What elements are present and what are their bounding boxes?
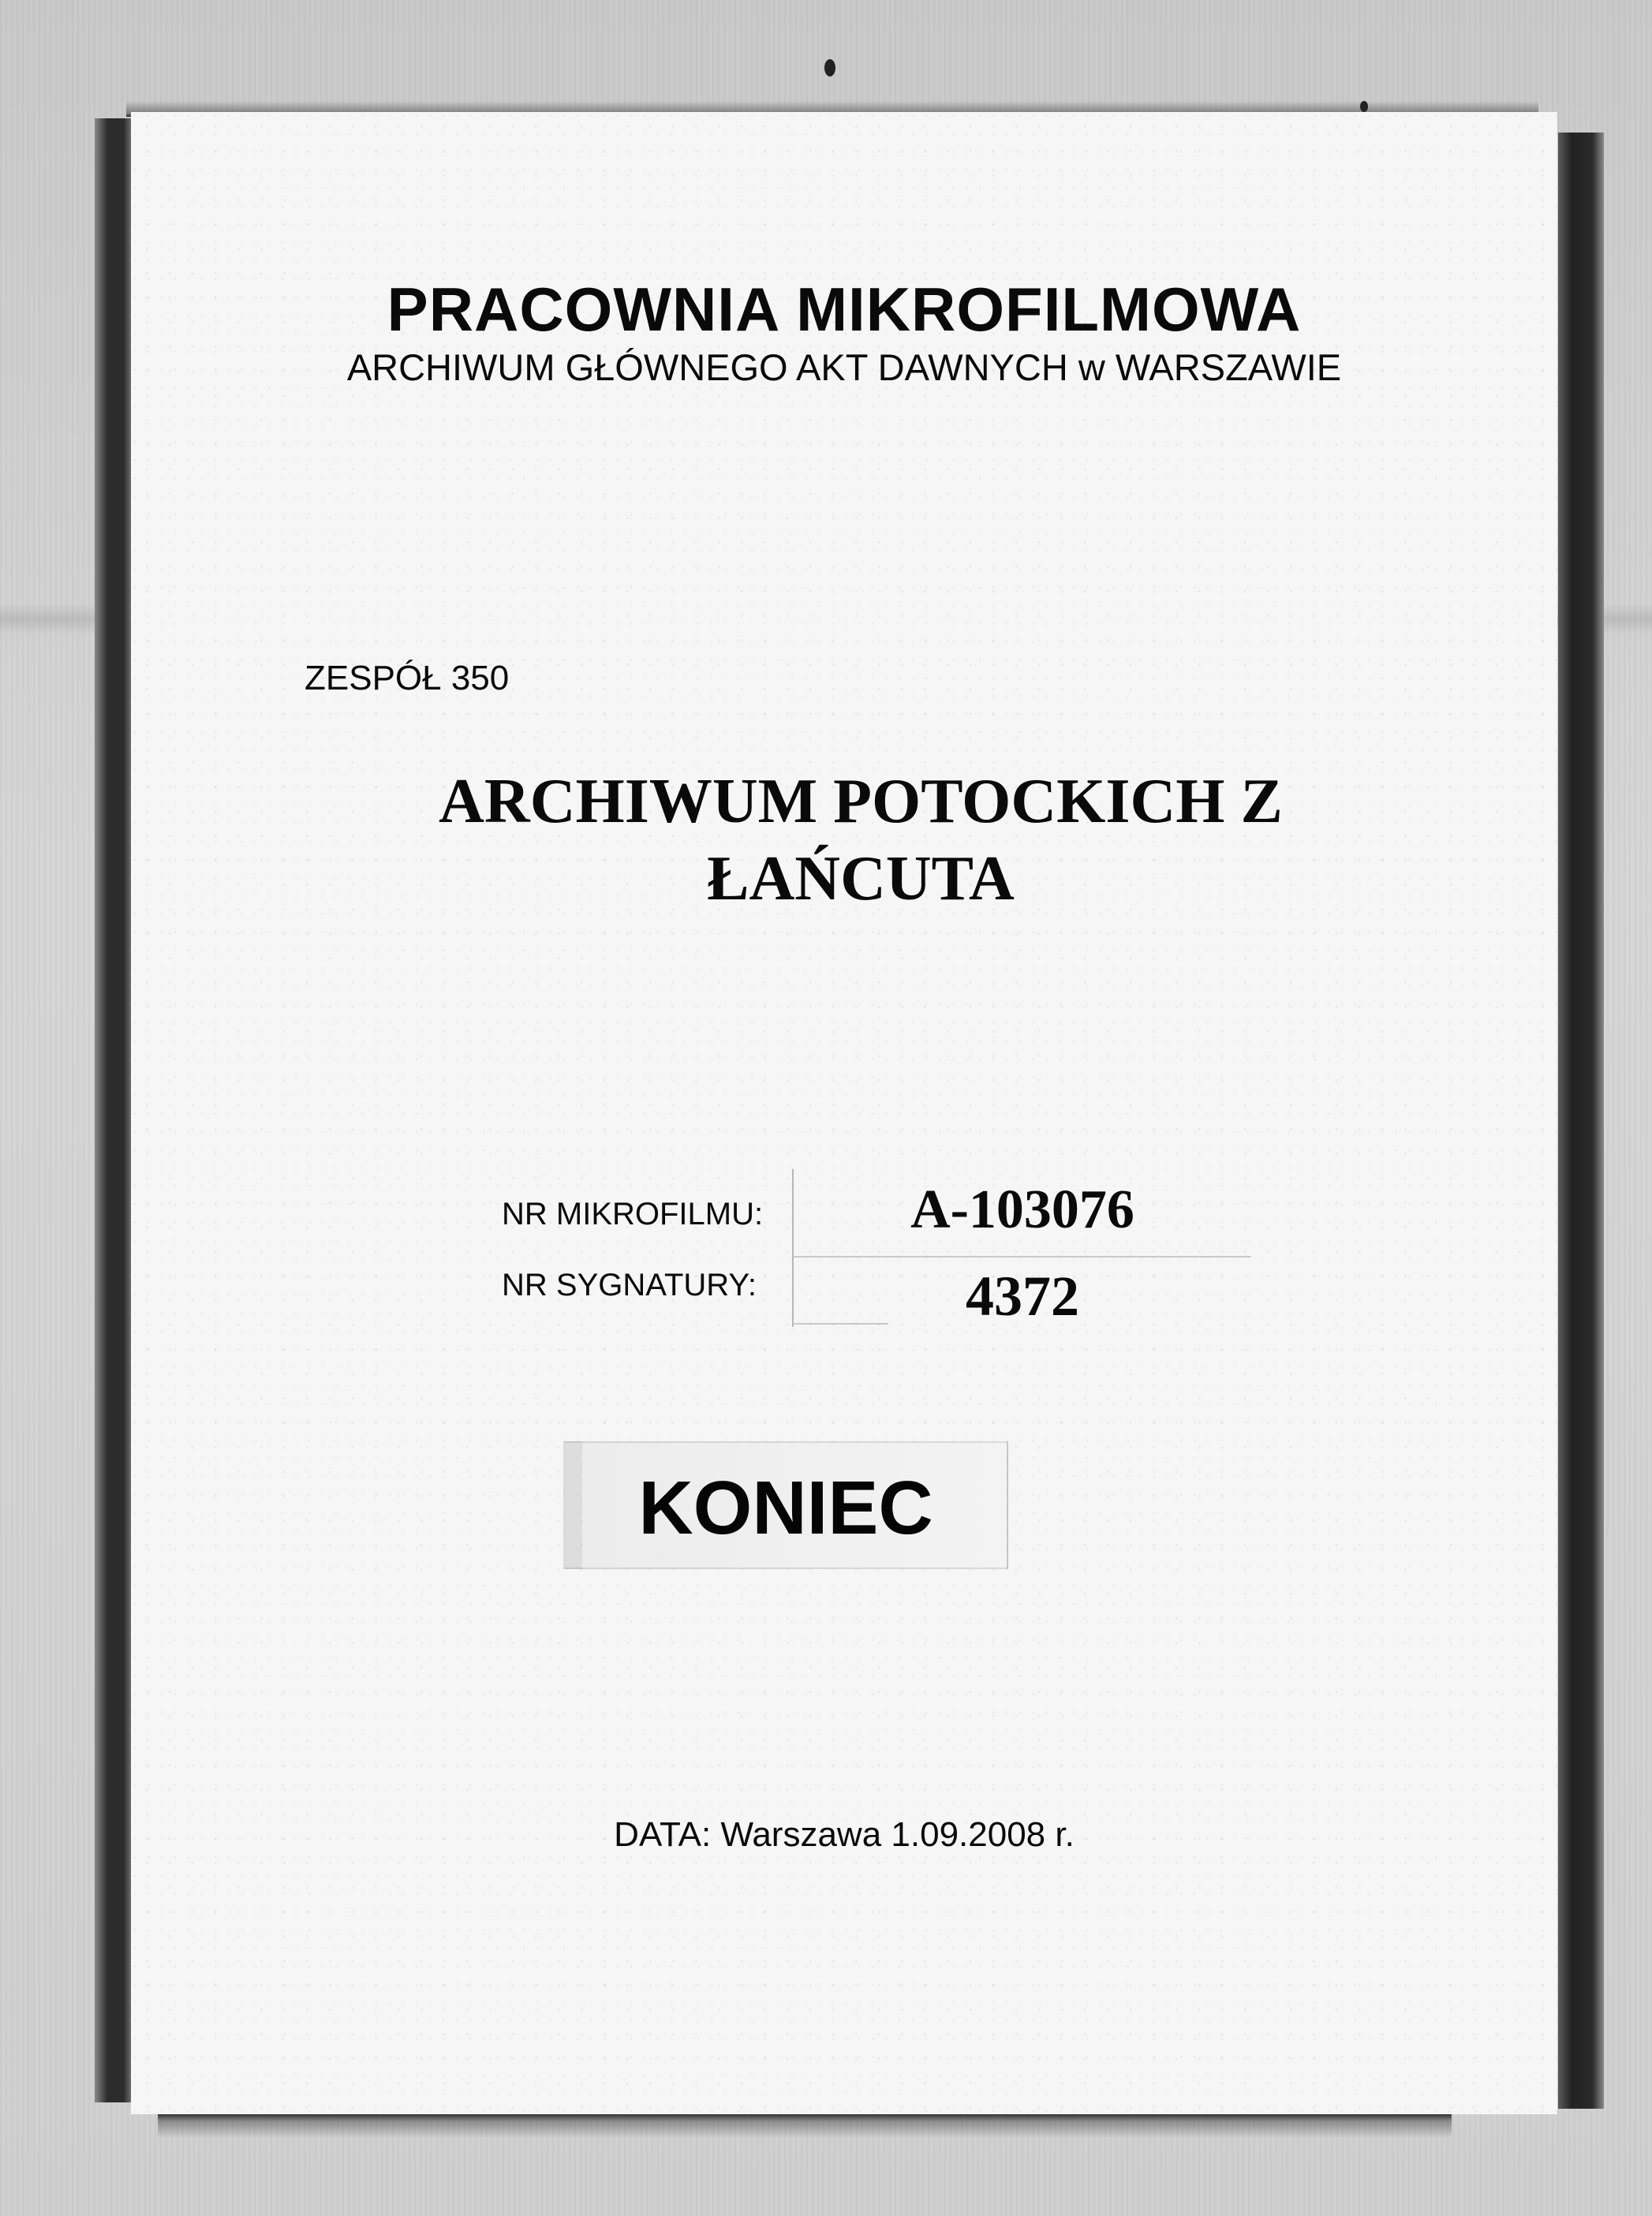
dust-speck	[824, 59, 835, 77]
table-divider-horizontal	[794, 1256, 1251, 1257]
signature-number-value: 4372	[966, 1265, 1079, 1328]
microfilm-number-label: NR MIKROFILMU:	[502, 1197, 764, 1231]
signature-number-label: NR SYGNATURY:	[502, 1268, 757, 1302]
collection-name	[226, 763, 1496, 917]
collection-name-line2: ŁAŃCUTA	[707, 844, 1015, 914]
page-shadow-bottom	[158, 2114, 1452, 2138]
header-title: PRACOWNIA MIKROFILMOWA	[387, 275, 1302, 344]
collection-label: ZESPÓŁ 350	[305, 659, 510, 697]
dust-speck	[1360, 101, 1368, 112]
page-shadow-right	[1558, 133, 1604, 2109]
page-shadow-left	[95, 118, 131, 2102]
collection-name-line1: ARCHIWUM POTOCKICH Z	[439, 767, 1283, 836]
microfilm-number-value: A-103076	[910, 1179, 1134, 1240]
end-marker-label: KONIEC	[638, 1466, 933, 1550]
header-subtitle: ARCHIWUM GŁÓWNEGO AKT DAWNYCH w WARSZAWIE	[346, 346, 1342, 388]
target-card	[131, 112, 1557, 2114]
date-line: DATA: Warszawa 1.09.2008 r.	[614, 1815, 1075, 1854]
end-marker-box	[563, 1441, 1008, 1569]
